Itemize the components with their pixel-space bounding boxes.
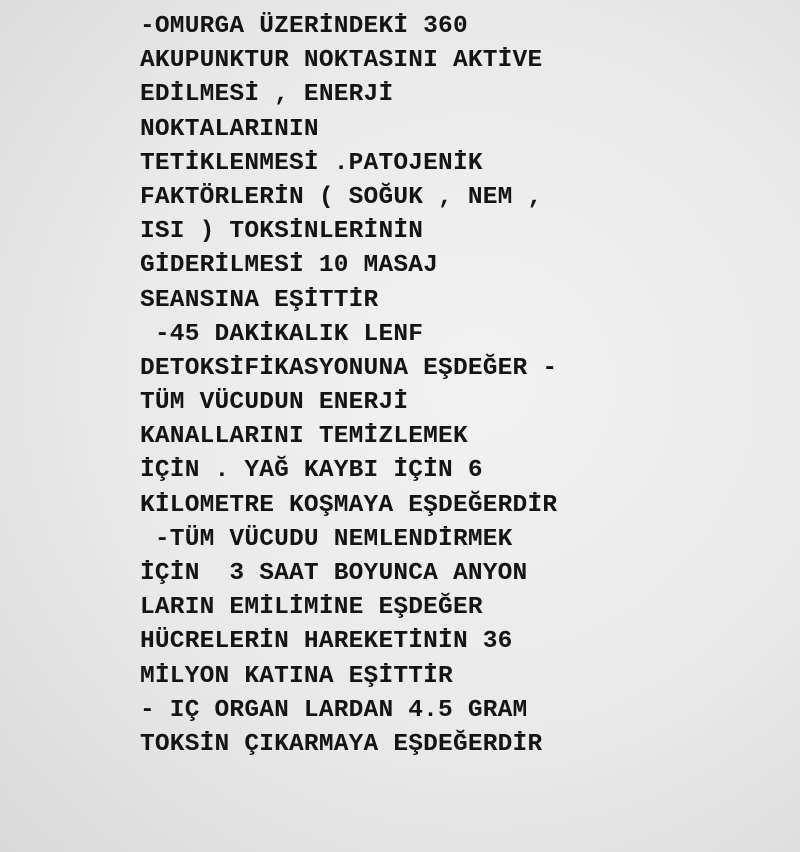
text-line: DETOKSİFİKASYONUNA EŞDEĞER - xyxy=(140,354,558,382)
text-line: AKUPUNKTUR NOKTASINI AKTİVE xyxy=(140,47,543,75)
text-line: TOKSİN ÇIKARMAYA EŞDEĞERDİR xyxy=(140,730,543,758)
text-line: -TÜM VÜCUDU NEMLENDİRMEK xyxy=(140,525,513,553)
text-line: FAKTÖRLERİN ( SOĞUK , NEM , xyxy=(140,183,543,211)
text-line: KİLOMETRE KOŞMAYA EŞDEĞERDİR xyxy=(140,491,558,519)
text-line: SEANSINA EŞİTTİR xyxy=(140,286,379,314)
text-line: TETİKLENMESİ .PATOJENİK xyxy=(140,149,483,177)
text-line: LARIN EMİLİMİNE EŞDEĞER xyxy=(140,594,483,622)
text-line: İÇİN 3 SAAT BOYUNCA ANYON xyxy=(140,560,528,587)
text-line: TÜM VÜCUDUN ENERJİ xyxy=(140,389,409,417)
text-line: -45 DAKİKALIK LENF xyxy=(140,320,424,348)
text-line: ISI ) TOKSİNLERİNİN xyxy=(140,218,424,246)
text-line: EDİLMESİ , ENERJİ xyxy=(140,81,394,109)
text-line: -OMURGA ÜZERİNDEKİ 360 xyxy=(140,13,468,40)
text-line: - IÇ ORGAN LARDAN 4.5 GRAM xyxy=(140,696,528,724)
text-line: KANALLARINI TEMİZLEMEK xyxy=(140,423,468,451)
text-line: İÇİN . YAĞ KAYBI İÇİN 6 xyxy=(140,457,483,485)
text-line: GİDERİLMESİ 10 MASAJ xyxy=(140,252,439,280)
document-text xyxy=(140,10,780,762)
text-line: NOKTALARININ xyxy=(140,115,319,143)
text-line: HÜCRELERİN HAREKETİNİN 36 xyxy=(140,628,513,656)
text-line: MİLYON KATINA EŞİTTİR xyxy=(140,662,453,690)
